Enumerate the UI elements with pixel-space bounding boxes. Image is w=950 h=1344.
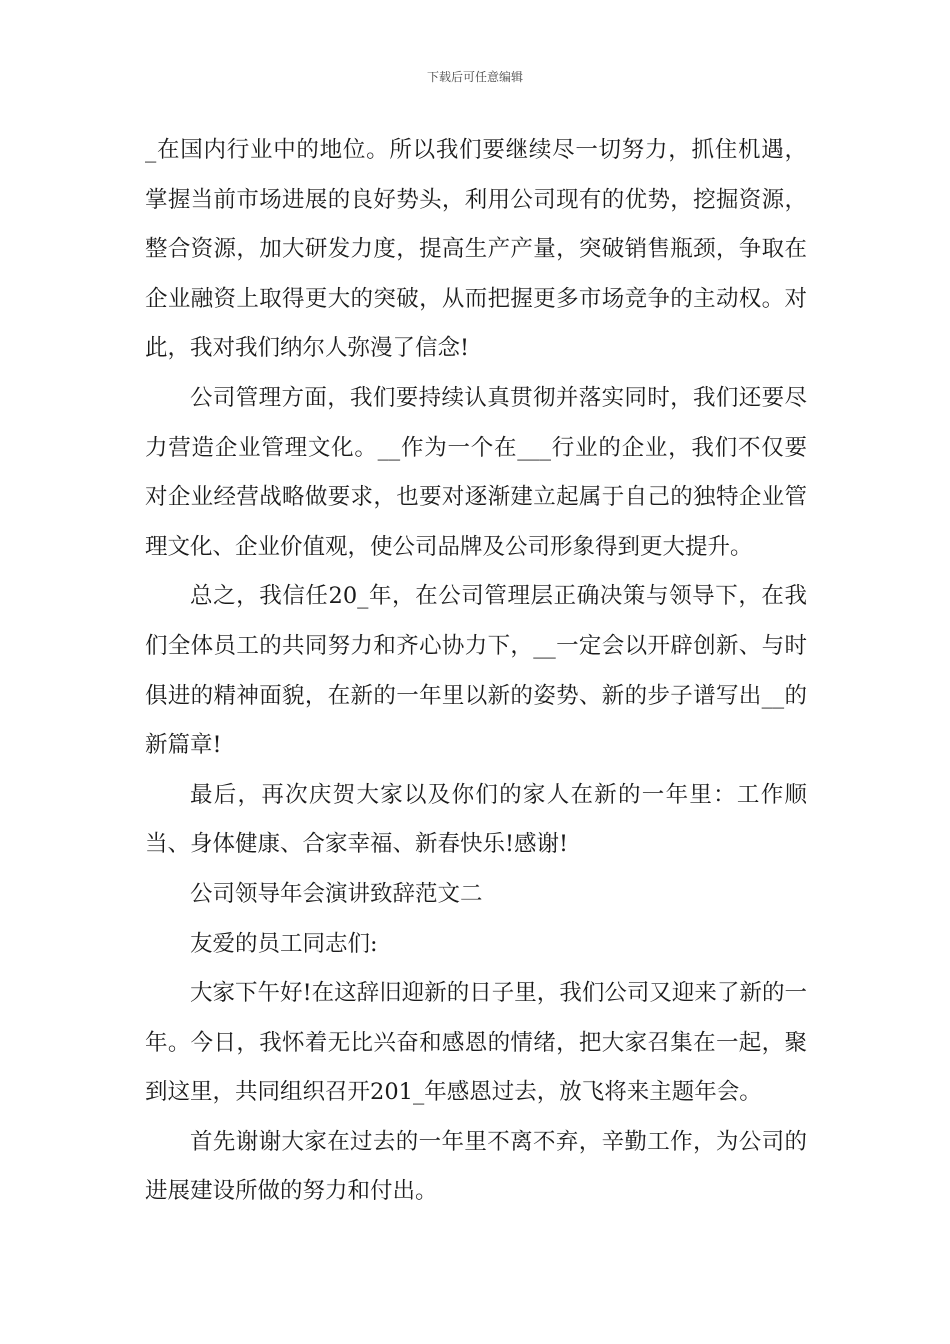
paragraph-closing-wishes: 最后，再次庆贺大家以及你们的家人在新的一年里：工作顺当、身体健康、合家幸福、新春快乐!感谢! <box>145 781 807 858</box>
paragraph-thanks: 首先谢谢大家在过去的一年里不离不弃，辛勤工作，为公司的进展建设所做的努力和付出。 <box>145 1128 807 1205</box>
page-header: 下载后可任意编辑 <box>426 70 523 84</box>
paragraph-greeting: 大家下午好!在这辞旧迎新的日子里，我们公司又迎来了新的一年。今日，我怀着无比兴奋和感恩的情绪，把大家召集在一起，聚到这里，共同组织召开201_年感恩过去，放飞将来主题年会。 <box>145 980 807 1106</box>
document-body <box>145 126 807 1217</box>
paragraph-continuation: _在国内行业中的地位。所以我们要继续尽一切努力，抓住机遇，掌握当前市场进展的良好势头，利用公司现有的优势，挖掘资源，整合资源，加大研发力度，提高生产产量，突破销售瓶颈，争取在企业融资上取得更大的突破，从而把握更多市场竞争的主动权。对此，我对我们纳尔人弥漫了信念! <box>145 137 807 362</box>
paragraph-summary: 总之，我信任20_年，在公司管理层正确决策与领导下，在我们全体员工的共同努力和齐心协力下，__一定会以开辟创新、与时俱进的精神面貌，在新的一年里以新的姿势、新的步子谱写出__的新篇章! <box>145 583 807 759</box>
paragraph-management: 公司管理方面，我们要持续认真贯彻并落实同时，我们还要尽力营造企业管理文化。__作为一个在___行业的企业，我们不仅要对企业经营战略做要求，也要对逐渐建立起属于自己的独特企业管理文化、企业价值观，使公司品牌及公司形象得到更大提升。 <box>145 384 807 560</box>
section-title: 公司领导年会演讲致辞范文二 <box>190 880 483 907</box>
salutation: 友爱的员工同志们: <box>190 930 378 957</box>
